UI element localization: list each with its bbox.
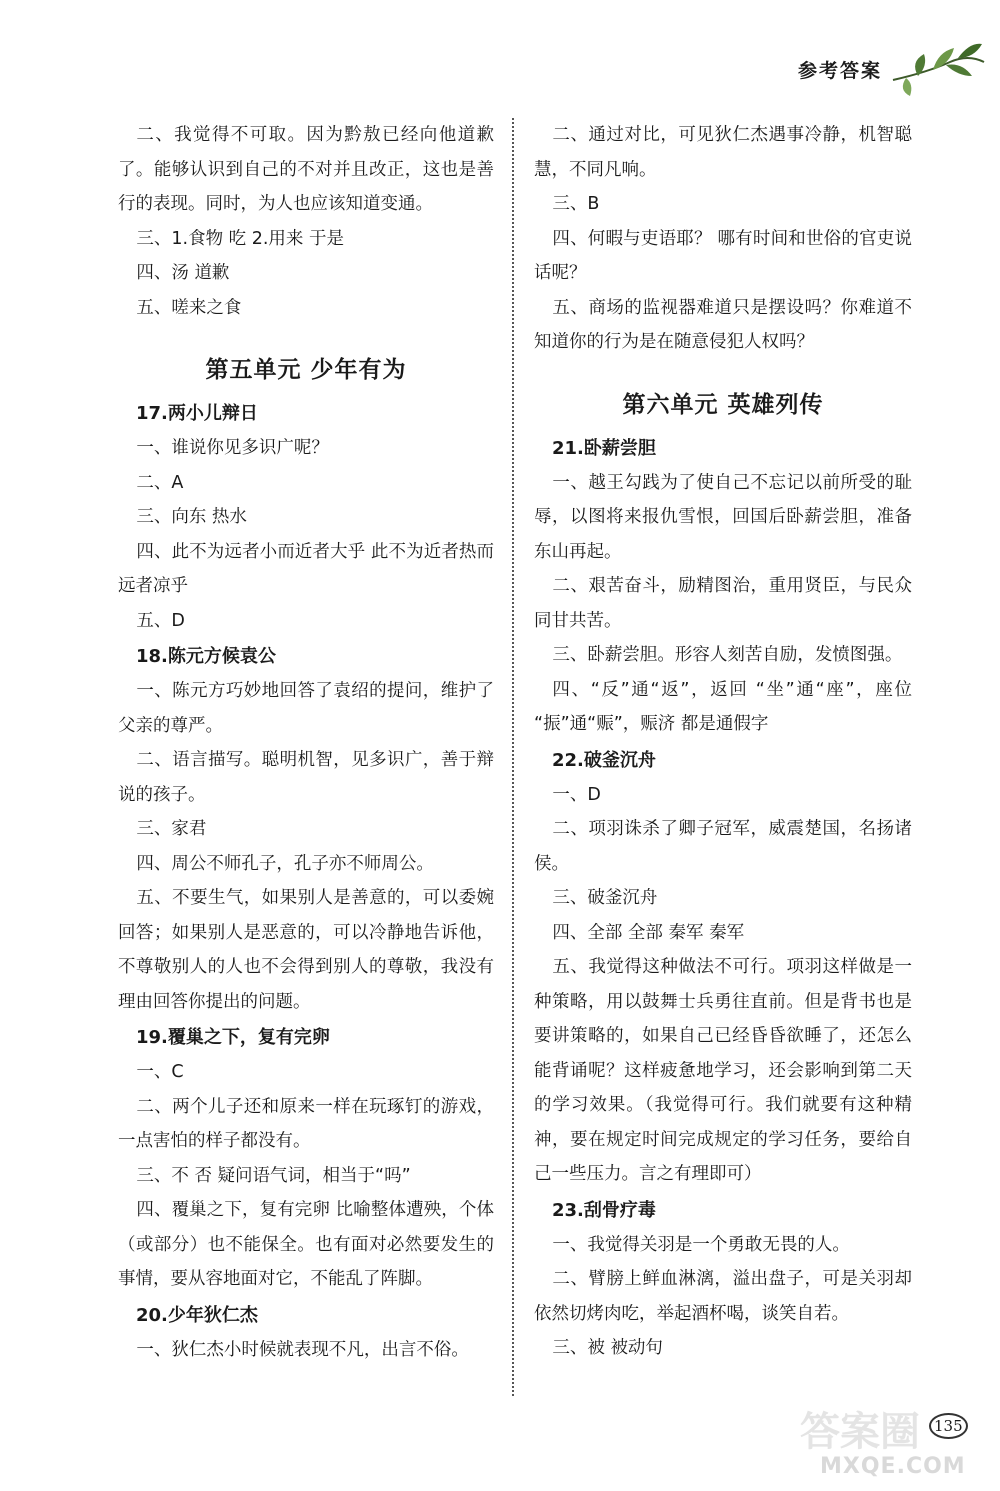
answer-line: 二、臂膀上鲜血淋漓，溢出盘子，可是关羽却依然切烤肉吃，举起酒杯喝，谈笑自若。 (534, 1269, 912, 1324)
answer-line: 二、两个儿子还和原来一样在玩琢钉的游戏，一点害怕的样子都没有。 (118, 1096, 494, 1151)
lesson-title: 20.少年狄仁杰 (136, 1304, 258, 1326)
answer-line: 四、“反”通“返”，返回 “坐”通“座”，座位 “振”通“赈”，赈济 都是通假字 (534, 679, 912, 734)
lesson-title: 17.两小儿辩日 (136, 403, 258, 424)
right-column (534, 118, 912, 1366)
answer-line: 一、谁说你见多识广呢？ (136, 438, 329, 458)
answer-line: 四、周公不师孔子，孔子亦不师周公。 (136, 853, 434, 874)
column-divider (512, 118, 514, 1396)
answer-line: 三、不 否 疑问语气词，相当于“吗” (136, 1165, 411, 1186)
lesson-title: 19.覆巢之下，复有完卵 (136, 1027, 330, 1048)
page-number: 135 (929, 1413, 968, 1439)
answer-line: 五、嗟来之食 (136, 297, 242, 318)
watermark-url: MXQE.COM (820, 1454, 966, 1479)
answer-line: 三、向东 热水 (136, 507, 247, 527)
answer-line: 五、D (136, 610, 185, 631)
answer-line: 三、1.食物 吃 2.用来 于是 (136, 228, 344, 249)
answer-line: 二、通过对比，可见狄仁杰遇事冷静，机智聪慧，不同凡响。 (534, 125, 912, 180)
answer-line: 四、此不为远者小而近者大乎 此不为近者热而远者凉乎 (118, 541, 494, 596)
unit-title: 第六单元 英雄列传 (622, 390, 824, 418)
answer-line: 二、语言描写。聪明机智，见多识广，善于辩说的孩子。 (118, 750, 494, 805)
answer-line: 四、汤 道歉 (136, 263, 230, 283)
answer-line: 二、我觉得不可取。因为黔敖已经向他道歉了。能够认识到自己的不对并且改正，这也是善行的表现。同时，为人也应该知道变通。 (118, 125, 494, 214)
answer-line: 五、不要生气，如果别人是善意的，可以委婉回答；如果别人是恶意的，可以冷静地告诉他，不尊敬别人的人也不会得到别人的尊敬，我没有理由回答你提出的问题。 (118, 888, 494, 1012)
lesson-title: 22.破釜沉舟 (552, 749, 656, 771)
lesson-title: 23.刮骨疗毒 (552, 1199, 656, 1221)
answer-line: 一、D (552, 784, 601, 805)
answer-line: 三、卧薪尝胆。形容人刻苦自励，发愤图强。 (552, 645, 903, 665)
answer-line: 三、家君 (136, 819, 207, 839)
answer-line: 四、全部 全部 秦军 秦军 (552, 922, 745, 943)
answer-line: 二、A (136, 472, 184, 493)
answer-line: 一、越王勾践为了使自己不忘记以前所受的耻辱，以图将来报仇雪恨，回国后卧薪尝胆，准备东山再起。 (534, 472, 912, 562)
answer-line: 三、破釜沉舟 (552, 888, 658, 908)
answer-line: 五、商场的监视器难道只是摆设吗？你难道不知道你的行为是在随意侵犯人权吗？ (534, 297, 912, 352)
answer-line: 一、我觉得关羽是一个勇敢无畏的人。 (552, 1234, 850, 1255)
answer-line: 二、项羽诛杀了卿子冠军，威震楚国，名扬诸侯。 (534, 819, 912, 874)
answer-line: 一、狄仁杰小时候就表现不凡，出言不俗。 (136, 1339, 469, 1360)
watermark: 答案圈 (800, 1409, 920, 1455)
answer-line: 三、B (552, 194, 600, 214)
answer-line: 四、覆巢之下，复有完卵 比喻整体遭殃，个体（或部分）也不能保全。也有面对必然要发生的事情，要从容地面对它，不能乱了阵脚。 (118, 1200, 494, 1289)
leaf-branch-icon (888, 32, 988, 102)
header-title: 参考答案 (798, 60, 883, 82)
unit-title: 第五单元 少年有为 (205, 356, 407, 383)
lesson-title: 18.陈元方候袁公 (136, 646, 276, 667)
left-column (118, 118, 494, 1367)
answer-line: 二、艰苦奋斗，励精图治，重用贤臣，与民众同甘共苦。 (534, 576, 912, 631)
answer-line: 五、我觉得这种做法不可行。项羽这样做是一种策略，用以鼓舞士兵勇往直前。但是背书也是要讲策略的，如果自己已经昏昏欲睡了，还怎么能背诵呢？这样疲惫地学习，还会影响到第二天的学习效果。（我觉得可行。我们就要有这种精神，要在规定时间完成规定的学习任务，要给自己一些压力。言之有理即可） (534, 957, 912, 1184)
answer-line: 一、C (136, 1062, 184, 1082)
answer-line: 一、陈元方巧妙地回答了袁绍的提问，维护了父亲的尊严。 (118, 681, 494, 736)
answer-line: 三、被 被动句 (552, 1338, 663, 1358)
answer-line: 四、何暇与吏语耶？ 哪有时间和世俗的官吏说话呢？ (534, 228, 912, 283)
lesson-title: 21.卧薪尝胆 (552, 437, 656, 459)
